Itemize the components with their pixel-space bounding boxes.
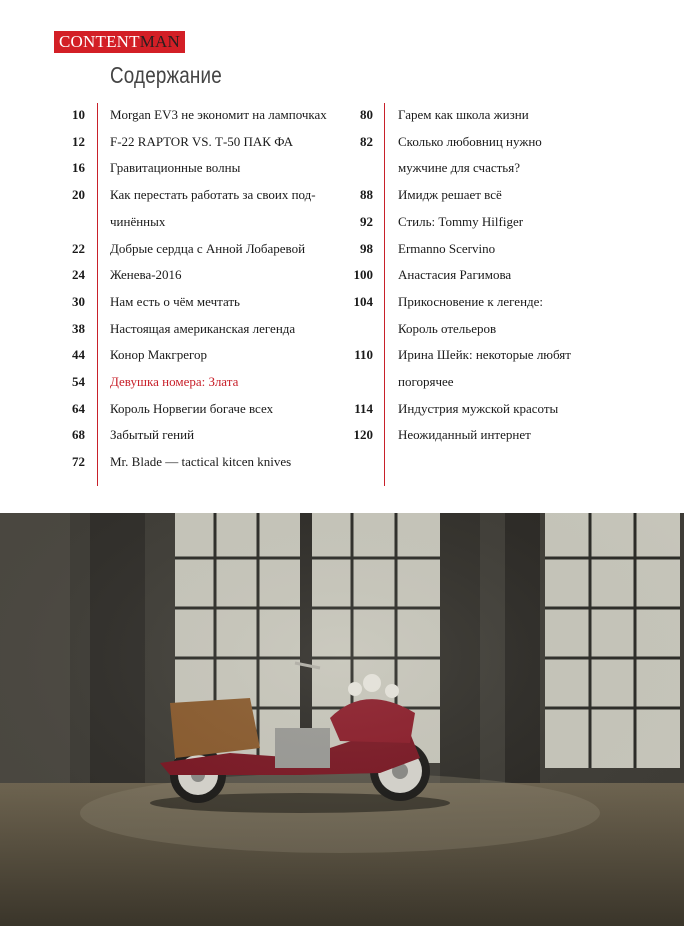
toc-entry[interactable] bbox=[0, 369, 684, 396]
magazine-logo bbox=[54, 31, 185, 53]
toc-title[interactable]: Стиль: Tommy Hilfiger bbox=[398, 213, 524, 229]
toc-title[interactable]: Гравитационные волны bbox=[110, 160, 241, 176]
toc-page-number: 120 bbox=[353, 427, 373, 443]
toc-entry[interactable] bbox=[0, 182, 684, 209]
logo-man-text: MAN bbox=[139, 32, 181, 51]
toc-page-number: 88 bbox=[360, 187, 373, 203]
toc-page-number: 30 bbox=[72, 293, 85, 309]
toc-page-number: 16 bbox=[72, 160, 85, 176]
toc-title[interactable]: Нам есть о чём мечтать bbox=[110, 293, 240, 309]
toc-page-number: 64 bbox=[72, 400, 85, 416]
toc-page-number: 82 bbox=[360, 133, 373, 149]
toc-entry[interactable] bbox=[0, 102, 684, 129]
toc-entry[interactable] bbox=[0, 155, 684, 182]
toc-entry[interactable] bbox=[0, 129, 684, 156]
toc-page-number: 110 bbox=[354, 347, 373, 363]
toc-page-number: 12 bbox=[72, 133, 85, 149]
toc-title[interactable]: F-22 RAPTOR VS. Т-50 ПАК ФА bbox=[110, 133, 294, 149]
toc-title[interactable]: Неожиданный интернет bbox=[398, 427, 531, 443]
toc-entry[interactable] bbox=[0, 316, 684, 343]
toc-page-number: 114 bbox=[354, 400, 373, 416]
toc-entry[interactable] bbox=[0, 396, 684, 423]
toc-page-number: 72 bbox=[72, 454, 85, 470]
toc-title[interactable]: Гарем как школа жизни bbox=[398, 107, 529, 122]
toc-title[interactable]: Анастасия Рагимова bbox=[398, 267, 512, 283]
toc-title[interactable]: Забытый гений bbox=[110, 427, 195, 443]
toc-page-number: 54 bbox=[72, 374, 85, 389]
toc-page-number: 100 bbox=[353, 267, 373, 283]
motorcycle-photo bbox=[0, 513, 684, 926]
page-title: Содержание bbox=[110, 62, 222, 88]
toc-entry[interactable] bbox=[0, 209, 684, 236]
toc-page-number: 10 bbox=[72, 107, 85, 122]
toc-title[interactable]: Ermanno Scervino bbox=[398, 240, 496, 256]
toc-page-number: 104 bbox=[353, 293, 373, 309]
toc-title[interactable]: Morgan EV3 не экономит на лампочках bbox=[110, 107, 327, 122]
toc-entry[interactable] bbox=[0, 449, 684, 476]
toc-entry[interactable] bbox=[0, 342, 684, 369]
toc-title[interactable]: Король отельеров bbox=[398, 320, 497, 336]
toc-title[interactable]: Настоящая американская легенда bbox=[110, 320, 296, 336]
toc-page-number: 92 bbox=[360, 213, 373, 229]
toc-title[interactable]: Как перестать работать за своих под- bbox=[110, 187, 316, 203]
toc-entry[interactable] bbox=[0, 422, 684, 449]
toc-page-number: 24 bbox=[72, 267, 85, 283]
toc-page-number: 68 bbox=[72, 427, 85, 443]
toc-title[interactable]: Ирина Шейк: некоторые любят bbox=[398, 347, 571, 363]
toc-title[interactable]: Конор Макгрегор bbox=[110, 347, 207, 363]
logo-content-text: CONTENT bbox=[59, 32, 140, 51]
toc-page-number: 98 bbox=[360, 240, 373, 256]
toc-page-number: 20 bbox=[72, 187, 85, 203]
toc-title[interactable]: Имидж решает всё bbox=[398, 187, 502, 203]
toc-page-number: 22 bbox=[72, 240, 85, 256]
toc-title[interactable]: Добрые сердца с Анной Лобаревой bbox=[110, 240, 306, 256]
toc-title[interactable]: мужчине для счастья? bbox=[398, 160, 520, 176]
toc-title[interactable]: погорячее bbox=[398, 374, 454, 389]
toc-entry[interactable] bbox=[0, 289, 684, 316]
toc-entry[interactable] bbox=[0, 262, 684, 289]
toc-title[interactable]: Индустрия мужской красоты bbox=[398, 400, 559, 416]
toc-title-highlighted[interactable]: Девушка номера: Злата bbox=[110, 374, 239, 389]
toc-entry[interactable] bbox=[0, 236, 684, 263]
toc-page-number: 44 bbox=[72, 347, 85, 363]
toc-title[interactable]: Женева-2016 bbox=[110, 267, 182, 283]
toc-title[interactable]: Король Норвегии богаче всех bbox=[110, 400, 274, 416]
toc-title[interactable]: Mr. Blade — tactical kitcen knives bbox=[110, 454, 292, 470]
toc-page-number: 80 bbox=[360, 107, 373, 122]
toc-page-number: 38 bbox=[72, 320, 85, 336]
toc-title[interactable]: Прикосновение к легенде: bbox=[398, 293, 544, 309]
toc-title[interactable]: Сколько любовниц нужно bbox=[398, 133, 542, 149]
toc-title[interactable]: чинённых bbox=[110, 213, 166, 229]
